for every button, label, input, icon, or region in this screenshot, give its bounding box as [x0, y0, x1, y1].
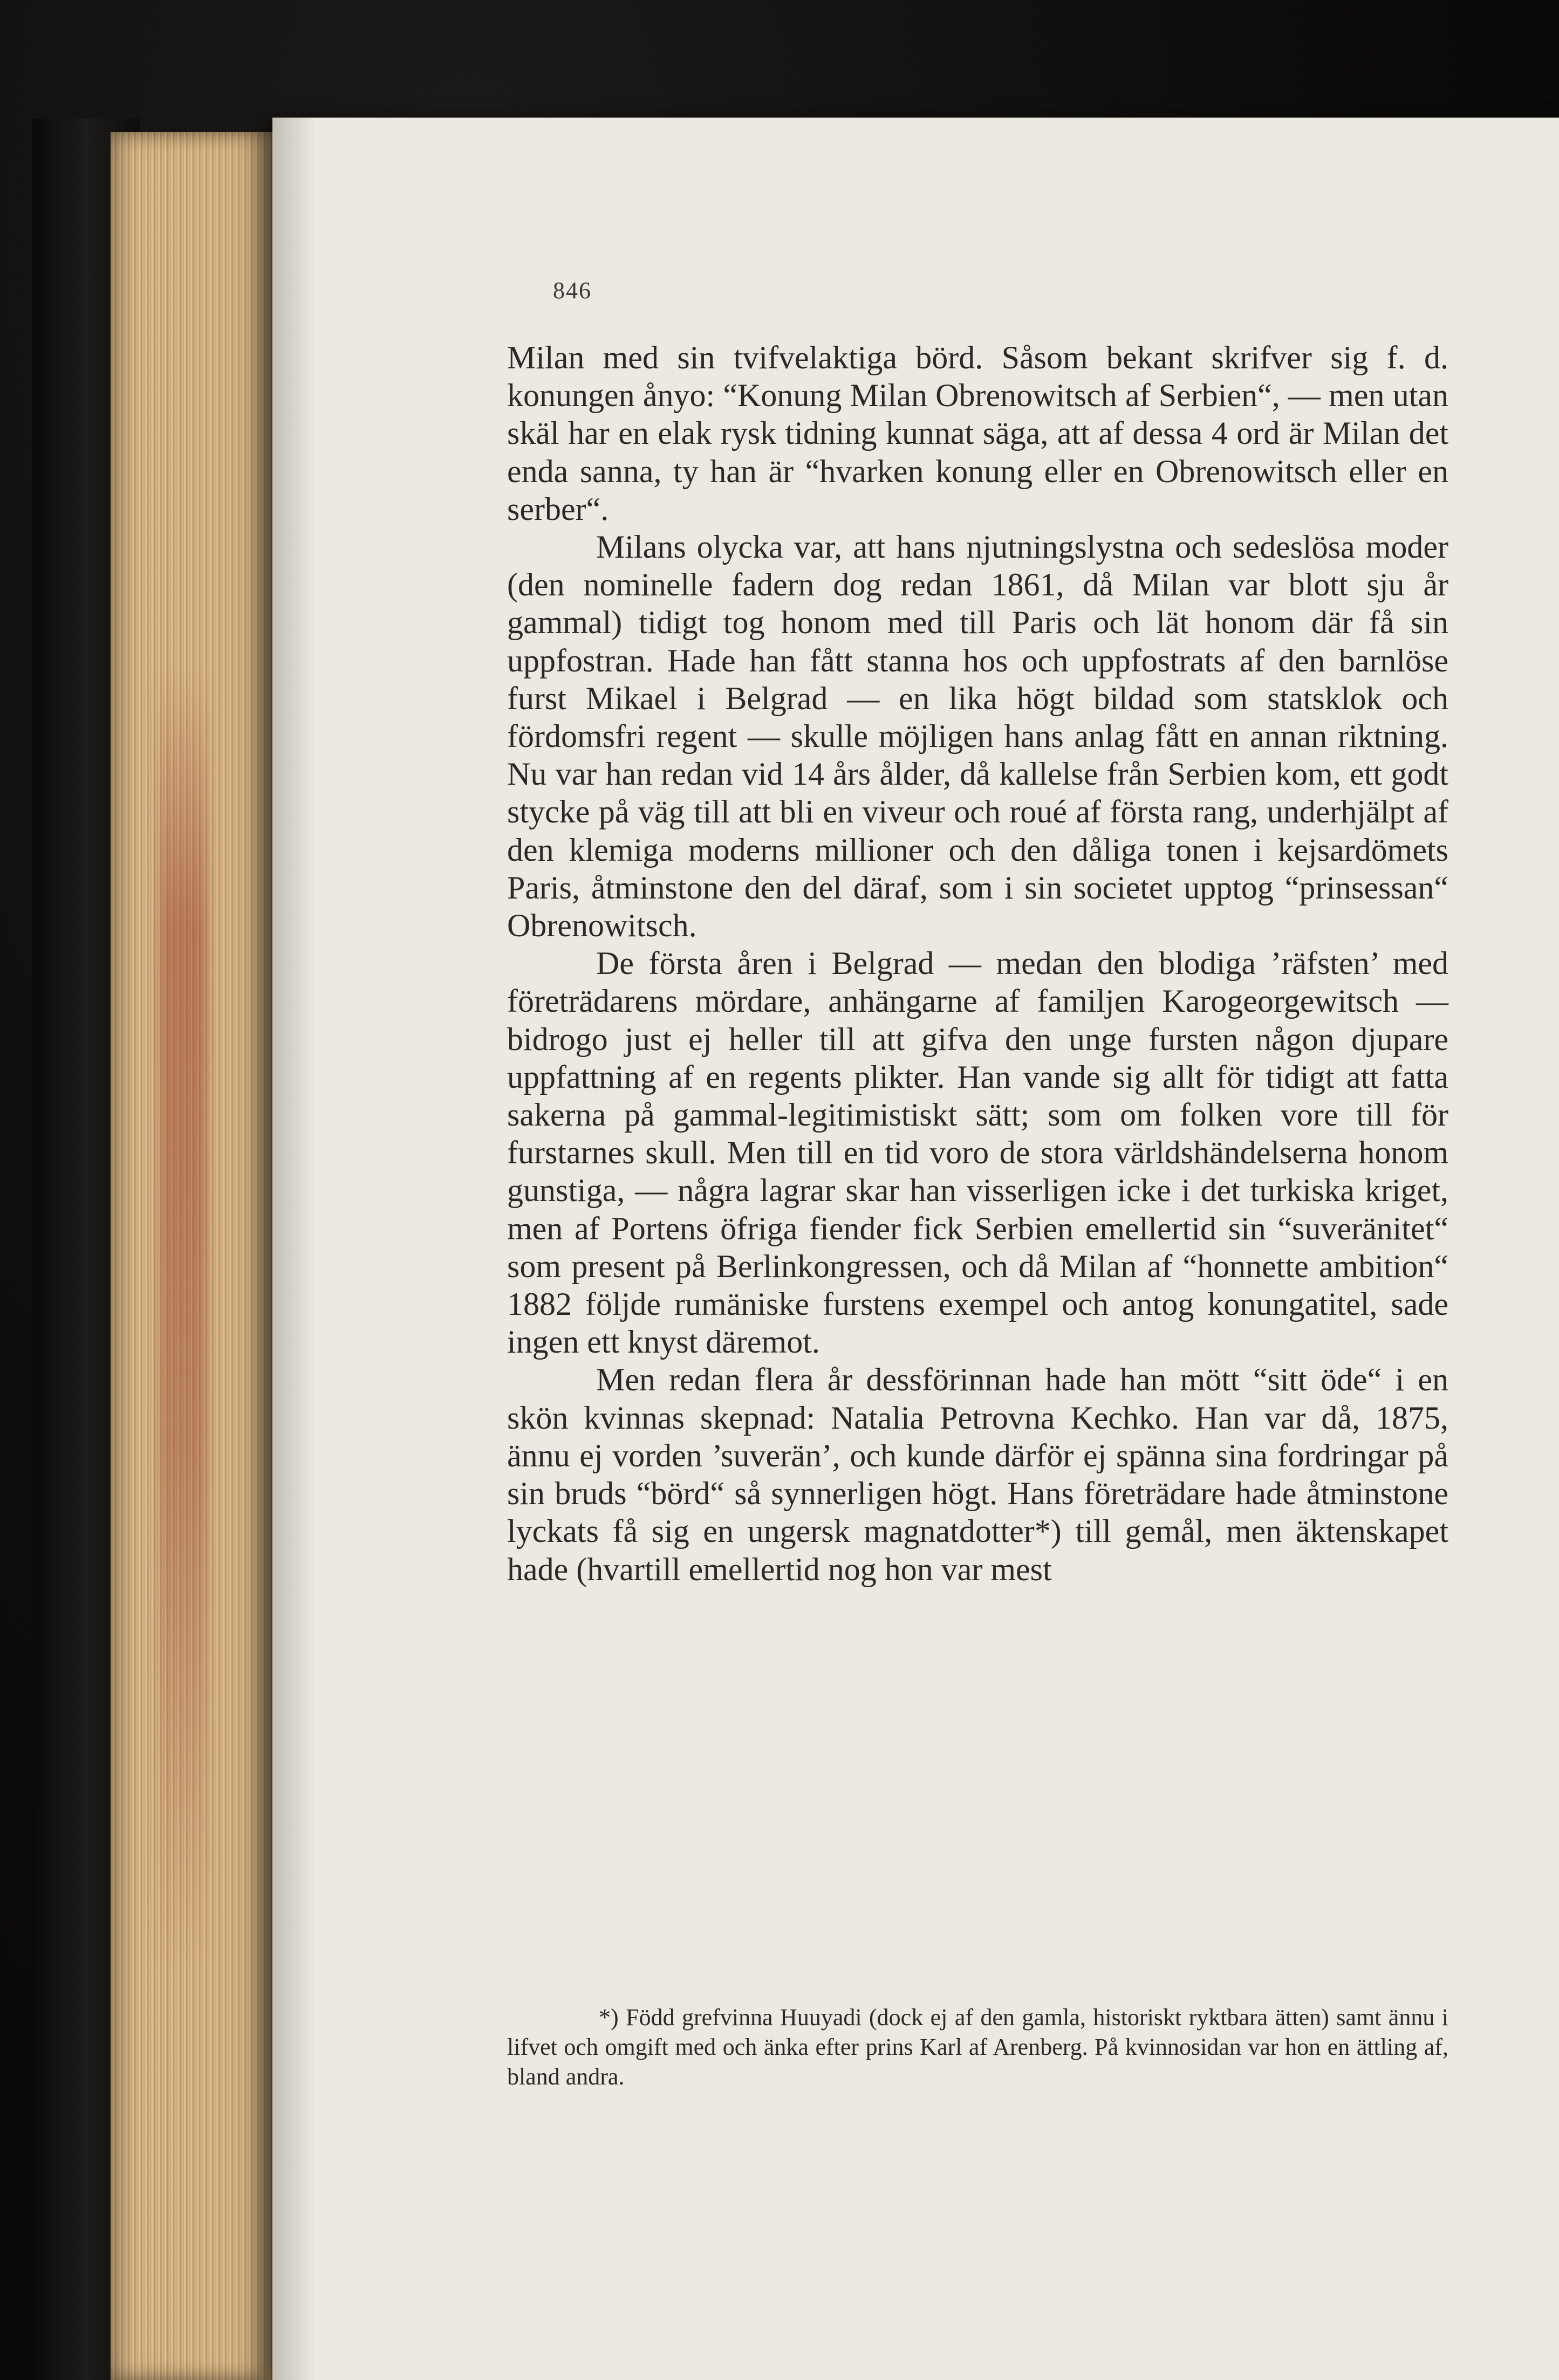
- paragraph-4: Men redan flera år dessförinnan hade han mött “sitt öde“ i en skön kvinnas skepnad: Natalia Petrovna Kechko. Han var då, 1875, ännu ej vorden ’suverän’, och kunde därför ej spänna sina fordringar på sin bruds “börd“ så synnerligen högt. Hans företrädare hade åtminstone lyckats få sig en ungersk magnatdotter*) till gemål, men äktenskapet hade (hvartill emellertid nog hon var mest: [507, 1362, 1448, 1587]
- paragraph-3: De första åren i Belgrad — medan den blodiga ’räfsten’ med företrädarens mördare, anhängarne af familjen Karogeorgewitsch — bidrogo just ej heller till att gifva den unge fursten någon djupare uppfattning af en regents plikter. Han vande sig allt för tidigt att fatta sakerna på gammal-legitimistiskt sätt; som om folken vore till för furstarnes skull. Men till en tid voro de stora världshändelserna honom gunstiga, — några lagrar skar han visserligen icke i det turkiska kriget, men af Portens öfriga fiender fick Serbien emellertid sin “suveränitet“ som present på Berlinkongressen, och då Milan af “honnette ambition“ 1882 följde rumäniske furstens exempel och antog konungatitel, sade ingen ett knyst däremot.: [507, 945, 1448, 1360]
- paragraph-2: Milans olycka var, att hans njutningslystna och sedeslösa moder (den nominelle fadern dog redan 1861, då Milan var blott sju år gammal) tidigt tog honom med till Paris och lät honom där få sin uppfostran. Hade han fått stanna hos och uppfostrats af den barnlöse furst Mikael i Belgrad — en lika högt bildad som statsklok och fördomsfri regent — skulle möjligen hans anlag fått en annan riktning. Nu var han redan vid 14 års ålder, då kallelse från Serbien kom, ett godt stycke på väg till att bli en viveur och roué af första rang, underhjälpt af den klemiga moderns millioner och den dåliga tonen i kejsardömets Paris, åtminstone den del däraf, som i sin societet upptog “prinsessan“ Obrenowitsch.: [507, 529, 1448, 944]
- page-number: 846: [553, 277, 592, 304]
- body-text: [507, 339, 1448, 1588]
- page-gutter: [272, 118, 316, 2380]
- footnote-text: *) Född grefvinna Huuyadi (dock ej af den gamla, historiskt ryktbara ätten) samt ännu i lifvet och omgift med och änka efter prins Karl af Arenberg. På kvinnosidan var hon en ättling af, bland andra.: [507, 2004, 1448, 2090]
- page-edges: [111, 132, 272, 2380]
- footnote: [507, 2002, 1448, 2091]
- paragraph-1: Milan med sin tvifvelaktiga börd. Såsom bekant skrifver sig f. d. konungen ånyo: “Konung Milan Obrenowitsch af Serbien“, — men utan skäl har en elak rysk tidning kunnat säga, att af dessa 4 ord är Milan det enda sanna, ty han är “hvarken konung eller en Obrenowitsch eller en serber“.: [507, 340, 1448, 527]
- book-page: [272, 118, 1559, 2380]
- edge-stain: [159, 671, 208, 1966]
